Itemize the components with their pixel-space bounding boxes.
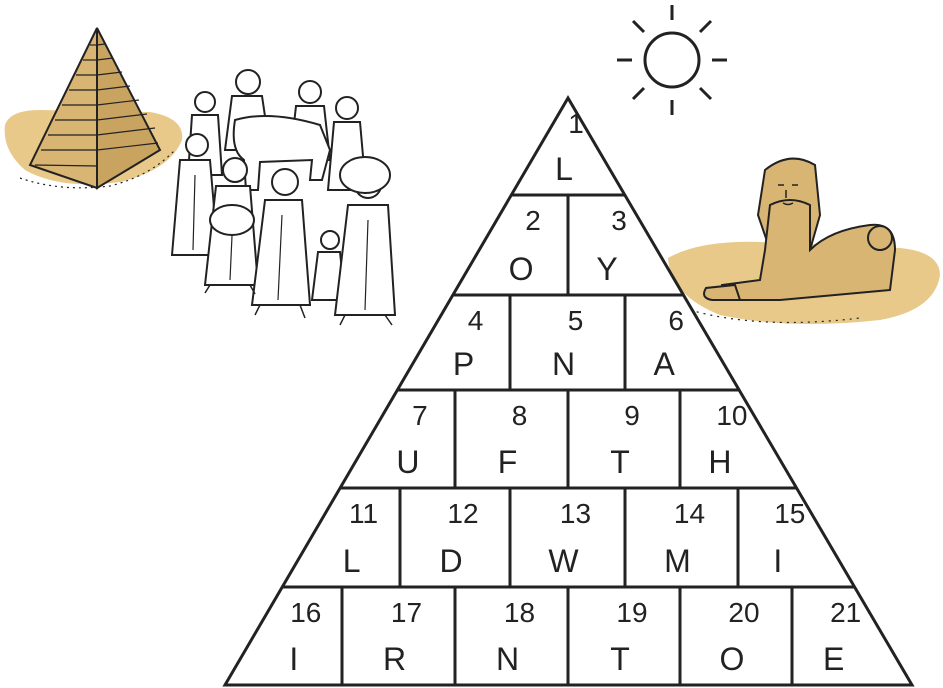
pyramid-icon [5, 28, 183, 188]
cell-number: 10 [716, 400, 748, 431]
cell-letter: W [548, 543, 579, 579]
cell-letter: P [452, 346, 475, 382]
cell-letter: Y [596, 251, 618, 287]
cell-number: 5 [567, 305, 584, 336]
cell-number: 14 [673, 498, 706, 529]
cell-letter: I [773, 543, 783, 579]
cell-letter: R [382, 641, 407, 677]
cell-letter: T [610, 444, 630, 480]
cell-letter: O [508, 251, 534, 287]
cell-number: 13 [559, 498, 592, 529]
cell-letter: T [610, 641, 630, 677]
cell-number: 19 [616, 597, 648, 628]
people-procession-icon [172, 70, 395, 325]
cell-letter: D [439, 543, 463, 579]
cell-number: 21 [830, 597, 862, 628]
cell-letter: F [497, 444, 518, 480]
cell-number: 3 [611, 205, 627, 236]
cell-letter: H [708, 444, 732, 480]
cell-number: 4 [467, 305, 484, 336]
cell-number: 16 [290, 597, 322, 628]
cell-number: 17 [390, 597, 423, 628]
cell-number: 20 [728, 597, 760, 628]
cell-letter: E [822, 641, 845, 677]
cell-number: 8 [511, 400, 528, 431]
cell-number: 7 [412, 400, 428, 431]
sphinx-icon [668, 159, 940, 324]
cell-letter: U [396, 444, 420, 480]
cell-letter: L [555, 151, 573, 187]
cell-number: 9 [624, 400, 640, 431]
cell-letter: O [719, 641, 745, 677]
cell-number: 2 [525, 205, 541, 236]
cell-number: 11 [349, 498, 379, 529]
sun-icon [617, 5, 727, 115]
cell-letter: N [495, 641, 520, 677]
cell-letter: L [342, 543, 361, 579]
cell-letter: I [289, 641, 299, 677]
cell-number: 18 [503, 597, 536, 628]
cell-letter: N [551, 346, 576, 382]
cell-letter: M [664, 543, 691, 579]
cell-letter: A [653, 346, 675, 382]
cell-number: 12 [447, 498, 479, 529]
cell-number: 1 [568, 108, 584, 139]
cell-number: 6 [668, 305, 684, 336]
cell-number: 15 [774, 498, 806, 529]
